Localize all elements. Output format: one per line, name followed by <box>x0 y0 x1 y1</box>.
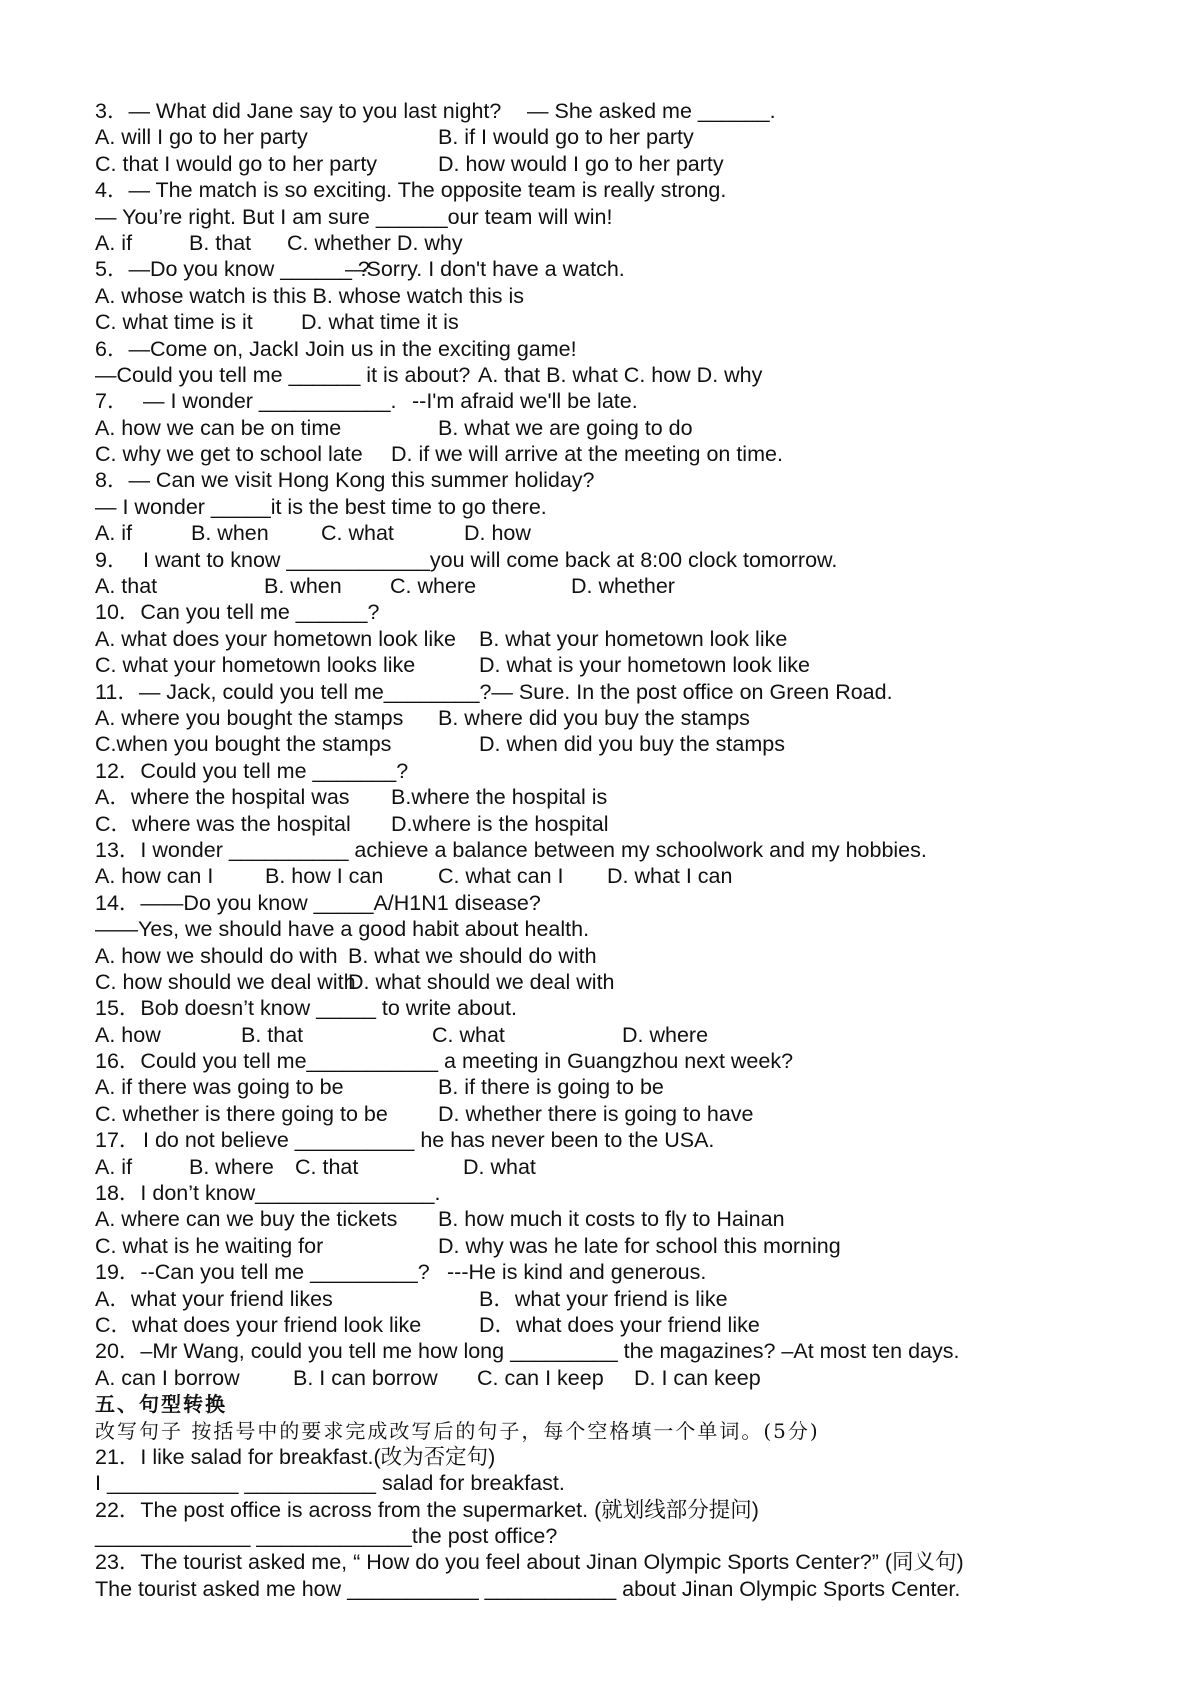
question-22-text: 22．The post office is across from the supermarket. (就划线部分提问) <box>95 1497 759 1522</box>
question-8-stem <box>95 467 1175 493</box>
option-a: A. if <box>95 1154 133 1179</box>
option-a: A. if <box>95 521 133 546</box>
question-8-options <box>95 520 1175 546</box>
question-23-answer <box>95 1576 1175 1602</box>
option-c: C. what is he waiting for <box>95 1233 324 1258</box>
option-b: B. what your hometown look like <box>479 626 788 651</box>
question-23-text: 23．The tourist asked me, “ How do you feel about Jinan Olympic Sports Center?” (同义句) <box>95 1550 964 1575</box>
option-a: A. where can we buy the tickets <box>95 1207 398 1232</box>
option-d: D. if we will arrive at the meeting on time. <box>391 442 783 467</box>
section-heading: 五、句型转换 <box>95 1392 227 1417</box>
option-cd: C. whether D. why <box>287 230 463 255</box>
question-12-options-cd <box>95 811 1175 837</box>
question-5-options-cd <box>95 309 1175 335</box>
option-b: B. where did you buy the stamps <box>438 705 750 730</box>
question-17-text: I do not believe __________ he has never been to the USA. <box>143 1128 715 1153</box>
question-8-reply-text: — I wonder _____it is the best time to go there. <box>95 494 547 519</box>
option-b: B. where <box>189 1154 274 1179</box>
option-a: A. how we should do with <box>95 943 338 968</box>
question-16-options-ab <box>95 1074 1175 1100</box>
option-d: D. what is your hometown look like <box>479 653 811 678</box>
question-14-stem <box>95 890 1175 916</box>
question-9-text: I want to know ____________you will come back at 8:00 clock tomorrow. <box>143 547 838 572</box>
option-b: B. when <box>191 521 269 546</box>
question-11-stem <box>95 679 1175 705</box>
question-8-reply <box>95 494 1175 520</box>
question-13-text: 13．I wonder __________ achieve a balance between my schoolwork and my hobbies. <box>95 837 927 862</box>
question-5-text: 5．—Do you know ______ ? <box>95 257 370 282</box>
option-c: C. whether is there going to be <box>95 1101 388 1126</box>
option-b: B. that <box>241 1022 304 1047</box>
option-a: A．what your friend likes <box>95 1286 333 1311</box>
question-7-options-ab <box>95 415 1175 441</box>
option-d: D.where is the hospital <box>391 811 609 836</box>
question-12-options-ab <box>95 784 1175 810</box>
option-c: C. that I would go to her party <box>95 151 378 176</box>
question-22-answer-line: _____________ _____________the post office? <box>95 1524 558 1549</box>
question-14-options-cd <box>95 969 1175 995</box>
question-9-stem <box>95 547 1175 573</box>
option-b: B. that <box>189 230 252 255</box>
question-10-stem <box>95 599 1175 625</box>
section-5-heading <box>95 1391 1175 1417</box>
question-23-stem <box>95 1549 1175 1575</box>
question-3-options-ab <box>95 124 1175 150</box>
question-3-text: 3．— What did Jane say to you last night? <box>95 99 502 123</box>
option-c: C. that <box>295 1154 359 1179</box>
question-18-options-ab <box>95 1206 1175 1232</box>
option-c: C. what <box>432 1022 505 1047</box>
question-7-reply: --I'm afraid we'll be late. <box>412 389 638 414</box>
option-a: A. what does your hometown look like <box>95 626 456 651</box>
question-19-reply: ---He is kind and generous. <box>447 1260 707 1285</box>
question-10-options-cd <box>95 652 1175 678</box>
question-12-stem <box>95 758 1175 784</box>
option-d: D. where <box>622 1022 709 1047</box>
question-7-text: — I wonder ___________. <box>143 389 397 414</box>
question-6-stem <box>95 336 1175 362</box>
question-14-reply <box>95 916 1175 942</box>
question-10-options-ab <box>95 626 1175 652</box>
question-3-stem <box>95 98 1175 124</box>
option-d: D. why was he late for school this morning <box>438 1233 841 1258</box>
option-c: C. what your hometown looks like <box>95 653 416 678</box>
question-21-stem <box>95 1444 1175 1470</box>
option-c: C. can I keep <box>477 1365 604 1390</box>
question-16-options-cd <box>95 1101 1175 1127</box>
question-18-options-cd <box>95 1233 1175 1259</box>
question-6-text: 6．—Come on, JackI Join us in the exciting game! <box>95 336 577 361</box>
option-b: B. if I would go to her party <box>438 125 694 150</box>
question-13-stem <box>95 837 1175 863</box>
question-21-text: 21．I like salad for breakfast.(改为否定句) <box>95 1444 496 1469</box>
option-c: C．where was the hospital <box>95 811 351 836</box>
question-20-stem <box>95 1338 1175 1364</box>
question-6-prompt-text: —Could you tell me ______ it is about? <box>95 362 471 387</box>
option-c: C．what does your friend look like <box>95 1312 422 1337</box>
question-12-text: 12．Could you tell me _______? <box>95 758 409 783</box>
option-d: D. what time it is <box>301 310 459 335</box>
option-b: B. how I can <box>265 864 384 889</box>
option-d: D. how would I go to her party <box>438 151 724 176</box>
question-11-text: 11．— Jack, could you tell me________?— Sure. In the post office on Green Road. <box>95 679 893 704</box>
question-4-stem <box>95 177 1175 203</box>
option-c: C. what <box>321 521 394 546</box>
question-4-text: 4．— The match is so exciting. The opposite team is really strong. <box>95 178 727 203</box>
question-5-stem <box>95 256 1175 282</box>
question-18-text: 18．I don’t know_______________. <box>95 1181 441 1206</box>
option-b: B. when <box>264 574 342 599</box>
question-14-reply-text: ——Yes, we should have a good habit about health. <box>95 917 590 942</box>
option-a: A. if <box>95 230 133 255</box>
option-c: C. how should we deal with <box>95 969 356 994</box>
option-b: B．what your friend is like <box>479 1286 728 1311</box>
option-d: D. how <box>464 521 531 546</box>
question-11-options-ab <box>95 705 1175 731</box>
question-15-text: 15．Bob doesn’t know _____ to write about. <box>95 996 517 1021</box>
question-7-options-cd <box>95 441 1175 467</box>
option-c: C. what can I <box>438 864 564 889</box>
question-21-answer-line: I ___________ ___________ salad for breakfast. <box>95 1471 565 1496</box>
question-13-options <box>95 863 1175 889</box>
question-4-options <box>95 230 1175 256</box>
option-d: D. when did you buy the stamps <box>479 732 785 757</box>
option-b: B. I can borrow <box>293 1365 438 1390</box>
question-9-options <box>95 573 1175 599</box>
question-5-reply: —Sorry. I don't have a watch. <box>345 257 625 282</box>
question-15-options <box>95 1022 1175 1048</box>
option-a: A. where you bought the stamps <box>95 705 404 730</box>
question-4-reply-text: — You’re right. But I am sure ______our team will win! <box>95 204 613 229</box>
question-3-options-cd <box>95 151 1175 177</box>
question-17-options <box>95 1154 1175 1180</box>
option-d: D．what does your friend like <box>479 1312 760 1337</box>
question-15-stem <box>95 995 1175 1021</box>
option-a: A. how we can be on time <box>95 415 342 440</box>
option-b: B. how much it costs to fly to Hainan <box>438 1207 785 1232</box>
option-d: D. whether <box>571 574 675 599</box>
question-6-prompt <box>95 362 1175 388</box>
question-8-text: 8．— Can we visit Hong Kong this summer holiday? <box>95 468 595 493</box>
question-22-answer <box>95 1523 1175 1549</box>
question-20-text: 20．–Mr Wang, could you tell me how long _________ the magazines? –At most ten days. <box>95 1339 960 1364</box>
option-d: D. what <box>463 1154 536 1179</box>
option-c: C.when you bought the stamps <box>95 732 392 757</box>
section-5-instructions <box>95 1418 1175 1444</box>
option-d: D. I can keep <box>634 1365 761 1390</box>
question-5-options-ab <box>95 283 1175 309</box>
option-a: A. how <box>95 1022 161 1047</box>
question-7-stem <box>95 388 1175 414</box>
question-4-reply <box>95 204 1175 230</box>
question-21-answer <box>95 1470 1175 1496</box>
question-16-stem <box>95 1048 1175 1074</box>
option-a: A. that <box>95 574 158 599</box>
option-c: C. what time is it <box>95 310 253 335</box>
option-a: A. if there was going to be <box>95 1075 344 1100</box>
option-d: D. what I can <box>607 864 733 889</box>
question-20-options <box>95 1365 1175 1391</box>
option-d: D. whether there is going to have <box>438 1101 754 1126</box>
option-ab: A. whose watch is this B. whose watch this is <box>95 283 524 308</box>
question-18-stem <box>95 1180 1175 1206</box>
question-19-options-ab <box>95 1286 1175 1312</box>
worksheet-page <box>95 98 1175 1602</box>
option-c: C. where <box>390 574 477 599</box>
question-14-options-ab <box>95 943 1175 969</box>
question-14-text: 14．——Do you know _____A/H1N1 disease? <box>95 890 541 915</box>
question-17-stem <box>95 1127 1175 1153</box>
question-10-text: 10．Can you tell me ______? <box>95 600 380 625</box>
option-b: B.where the hospital is <box>391 785 608 810</box>
option-b: B. if there is going to be <box>438 1075 664 1100</box>
question-16-text: 16．Could you tell me___________ a meeting in Guangzhou next week? <box>95 1049 794 1074</box>
question-17-number: 17． <box>95 1128 141 1153</box>
question-23-answer-line: The tourist asked me how ___________ ___________ about Jinan Olympic Sports Center. <box>95 1576 961 1601</box>
question-6-options: A. that B. what C. how D. why <box>478 362 763 387</box>
option-a: A. can I borrow <box>95 1365 240 1390</box>
question-22-stem <box>95 1497 1175 1523</box>
question-19-options-cd <box>95 1312 1175 1338</box>
question-9-number: 9． <box>95 547 129 572</box>
question-19-stem <box>95 1259 1175 1285</box>
question-19-text: 19．--Can you tell me _________? <box>95 1260 430 1285</box>
option-c: C. why we get to school late <box>95 442 363 467</box>
option-a: A．where the hospital was <box>95 785 350 810</box>
question-7-number: 7． <box>95 389 129 414</box>
section-instructions: 改写句子 按括号中的要求完成改写后的句子，每个空格填一个单词。(5分) <box>95 1418 820 1443</box>
question-3-answer-blank: — She asked me ______. <box>527 99 776 123</box>
option-b: B. what we should do with <box>348 943 597 968</box>
option-a: A. will I go to her party <box>95 125 308 150</box>
option-a: A. how can I <box>95 864 214 889</box>
option-b: B. what we are going to do <box>438 415 693 440</box>
question-11-options-cd <box>95 731 1175 757</box>
option-d: D. what should we deal with <box>348 969 615 994</box>
